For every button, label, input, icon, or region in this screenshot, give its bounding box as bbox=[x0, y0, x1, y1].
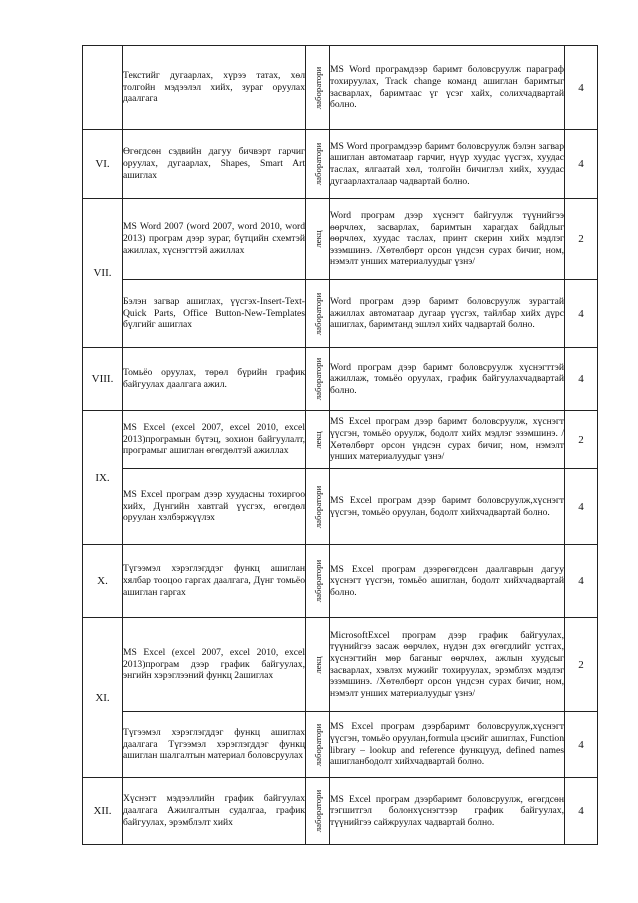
hours-cell: 2 bbox=[565, 618, 598, 712]
section-number: X. bbox=[83, 545, 123, 618]
hours-cell: 4 bbox=[565, 46, 598, 130]
hours-cell: 4 bbox=[565, 778, 598, 845]
lesson-type-cell-text: лаборатори bbox=[312, 142, 323, 186]
lesson-type-cell-text: лаборатори bbox=[312, 723, 323, 766]
section-number: XII. bbox=[83, 778, 123, 845]
syllabus-table bbox=[82, 45, 598, 845]
lesson-type-cell-text: лаборатори bbox=[312, 485, 323, 528]
lesson-type-cell bbox=[306, 778, 330, 845]
section-number: VIII. bbox=[83, 348, 123, 411]
learning-outcome-cell: MS Excel програм дээрбаримт боловсруулж, өгөгдсөн тэгшитгэл болонхүснэгтээр график байгуулах, түүнийгээ сайжруулах чадвартай болно. bbox=[330, 778, 565, 845]
lesson-type-cell-text: лаборатори bbox=[312, 357, 323, 401]
lesson-type-cell bbox=[306, 199, 330, 280]
learning-outcome-cell: MS Excel програм дээрбаримт боловсруулж,хүснэгт үүсгэн, томьёо оруулан,formula цэсийг ашиглах, Function library – lookup and reference функцууд, defined names ашигланбодолт хийхчадвартай болно. bbox=[330, 712, 565, 778]
lesson-type-cell-text: лаборатори bbox=[312, 66, 323, 109]
lesson-type-cell-text: лаборатори bbox=[312, 559, 323, 603]
topic-cell: MS Excel програм дээр хуудасны тохиргоо хийх, Дүнгийн хавтгай үүсгэх, өгөгдөл оруулан хэлбэржүүлэх bbox=[123, 469, 306, 545]
learning-outcome-cell: MS Word програмдээр баримт боловсруулж бэлэн загвар ашиглан автоматаар гарчиг, нүүр хуудас үүсгэх, хуудас таслах, ялгаатай хөл, толгойн бичиглэл хийх, хуудас дугаарлахталаар чадвартай болно. bbox=[330, 130, 565, 199]
lesson-type-cell bbox=[306, 348, 330, 411]
topic-cell: MS Excel (excel 2007, excel 2010, excel 2013)програмын бүтэц, зохион байгуулалт, програмыг ашиглан өгөгдөлтэй ажиллах bbox=[123, 411, 306, 469]
lesson-type-cell-text: лекц bbox=[312, 430, 323, 449]
topic-cell: Өгөгдсөн сэдвийн дагуу бичвэрт гарчиг оруулах, дугаарлах, Shapes, Smart Art ашиглах bbox=[123, 130, 306, 199]
section-number: IX. bbox=[83, 411, 123, 545]
table-row bbox=[83, 778, 598, 845]
learning-outcome-cell: MS Excel програм дээр баримт боловсруулж,хүснэгт үүсгэн, томьёо оруулан, бодолт хийхчадвартай болно. bbox=[330, 469, 565, 545]
hours-cell: 4 bbox=[565, 712, 598, 778]
lesson-type-cell-text: лекц bbox=[312, 230, 323, 248]
hours-cell: 4 bbox=[565, 348, 598, 411]
lesson-type-cell bbox=[306, 411, 330, 469]
learning-outcome-cell: MS Excel програм дээр баримт боловсруулж, хүснэгт үүсгэн, томьёо оруулж, бодолт хийх мэдлэг эзэмшинэ. /Хөтөлбөрт орсон үндсэн сурах бичиг, ном, нэмэлт унших материалуудыг үзнэ/ bbox=[330, 411, 565, 469]
lesson-type-cell bbox=[306, 545, 330, 618]
table-row bbox=[83, 46, 598, 130]
hours-cell: 2 bbox=[565, 199, 598, 280]
learning-outcome-cell: Word програм дээр баримт боловсруулж зурагтай ажиллах автоматаар дугаар үүсгэх, тайлбар хийх дүрс ашиглах, баримтанд эшлэл хийх чадвартай болно. bbox=[330, 280, 565, 348]
lesson-type-cell bbox=[306, 280, 330, 348]
learning-outcome-cell: Word програм дээр хүснэгт байгуулж түүнийгээ өөрчлөх, засварлах, баримтын харагдах байдлыг өөрчлөх, хуудас таслах, принт скерин хийх мэдлэг эзэмшинэ. /Хөтөлбөрт орсон үндсэн сурах бичиг, ном, нэмэлт унших материалуудыг үзнэ/ bbox=[330, 199, 565, 280]
hours-cell: 4 bbox=[565, 130, 598, 199]
table-row bbox=[83, 199, 598, 280]
lesson-type-cell-text: лекц bbox=[312, 655, 323, 674]
lesson-type-cell-text: лаборатори bbox=[312, 789, 323, 833]
topic-cell: Түгээмэл хэрэглэгддэг функц ашиглан хялбар тооцоо гаргах даалгага, Дүнг томьёо ашиглан гаргах bbox=[123, 545, 306, 618]
learning-outcome-cell: MicrosoftExcel програм дээр график байгуулах, түүнийгээ засаж өөрчлөх, нүдэн дэх өгөгдлийг устгах, хүснэгтийн мөр баганыг өөрчлөх, ажлын хуудсыг засварлах, хэвлэх мужийг тохируулах, эрэмблэх мэдлэг эзэмшинэ. /Хөтөлбөрт орсон үндсэн сурах бичиг, ном, нэмэлт унших материалуудыг үзнэ/ bbox=[330, 618, 565, 712]
topic-cell: Томьёо оруулах, төрөл бүрийн график байгуулах даалгага ажил. bbox=[123, 348, 306, 411]
lesson-type-cell-text: лаборатори bbox=[312, 292, 323, 335]
section-number: VI. bbox=[83, 130, 123, 199]
hours-cell: 4 bbox=[565, 545, 598, 618]
section-number: VII. bbox=[83, 199, 123, 348]
hours-cell: 4 bbox=[565, 469, 598, 545]
table-row bbox=[83, 280, 598, 348]
learning-outcome-cell: Word програм дээр баримт боловсруулж хүснэгттэй ажиллаж, томьёо оруулах, график байгуулахчадвартай болно. bbox=[330, 348, 565, 411]
lesson-type-cell bbox=[306, 130, 330, 199]
table-row bbox=[83, 618, 598, 712]
topic-cell: Бэлэн загвар ашиглах, үүсгэх-Insert-Text-Quick Parts, Office Button-New-Templates бүлгийг ашиглах bbox=[123, 280, 306, 348]
section-number bbox=[83, 46, 123, 130]
topic-cell: Текстийг дугаарлах, хүрээ татах, хөл толгойн мэдээлэл хийх, зураг оруулах даалгага bbox=[123, 46, 306, 130]
table-row bbox=[83, 712, 598, 778]
section-number: XI. bbox=[83, 618, 123, 778]
table-row bbox=[83, 469, 598, 545]
table-row bbox=[83, 348, 598, 411]
lesson-type-cell bbox=[306, 469, 330, 545]
learning-outcome-cell: MS Excel програм дээрөгөгдсөн даалгаврын дагуу хүснэгт үүсгэн, томьёо ашиглан, бодолт хийхчадвартай болно. bbox=[330, 545, 565, 618]
topic-cell: Түгээмэл хэрэглэгддэг функц ашиглах даалгага Түгээмэл хэрэглэгддэг функц ашиглан шалгалтын материал боловсруулах bbox=[123, 712, 306, 778]
table-row bbox=[83, 130, 598, 199]
learning-outcome-cell: MS Word програмдээр баримт боловсруулж параграф тохируулах, Track change команд ашиглан баримтыг засварлах, баримтаас үг үсэг хайх, солихчадвартай болно. bbox=[330, 46, 565, 130]
topic-cell: Хүснэгт мэдээллийн график байгуулах даалгага Ажилгалтын судалгаа, график байгуулах, эрэмблэлт хийх bbox=[123, 778, 306, 845]
lesson-type-cell bbox=[306, 712, 330, 778]
hours-cell: 4 bbox=[565, 280, 598, 348]
table-row bbox=[83, 545, 598, 618]
topic-cell: MS Excel (excel 2007, excel 2010, excel 2013)програм дээр график байгуулах, энгийн хэрэглээний функц 2ашиглах bbox=[123, 618, 306, 712]
table-row bbox=[83, 411, 598, 469]
hours-cell: 2 bbox=[565, 411, 598, 469]
lesson-type-cell bbox=[306, 618, 330, 712]
lesson-type-cell bbox=[306, 46, 330, 130]
topic-cell: MS Word 2007 (word 2007, word 2010, word 2013) програм дээр зураг, бүтцийн схемтэй ажиллах, хүснэгттэй ажиллах bbox=[123, 199, 306, 280]
